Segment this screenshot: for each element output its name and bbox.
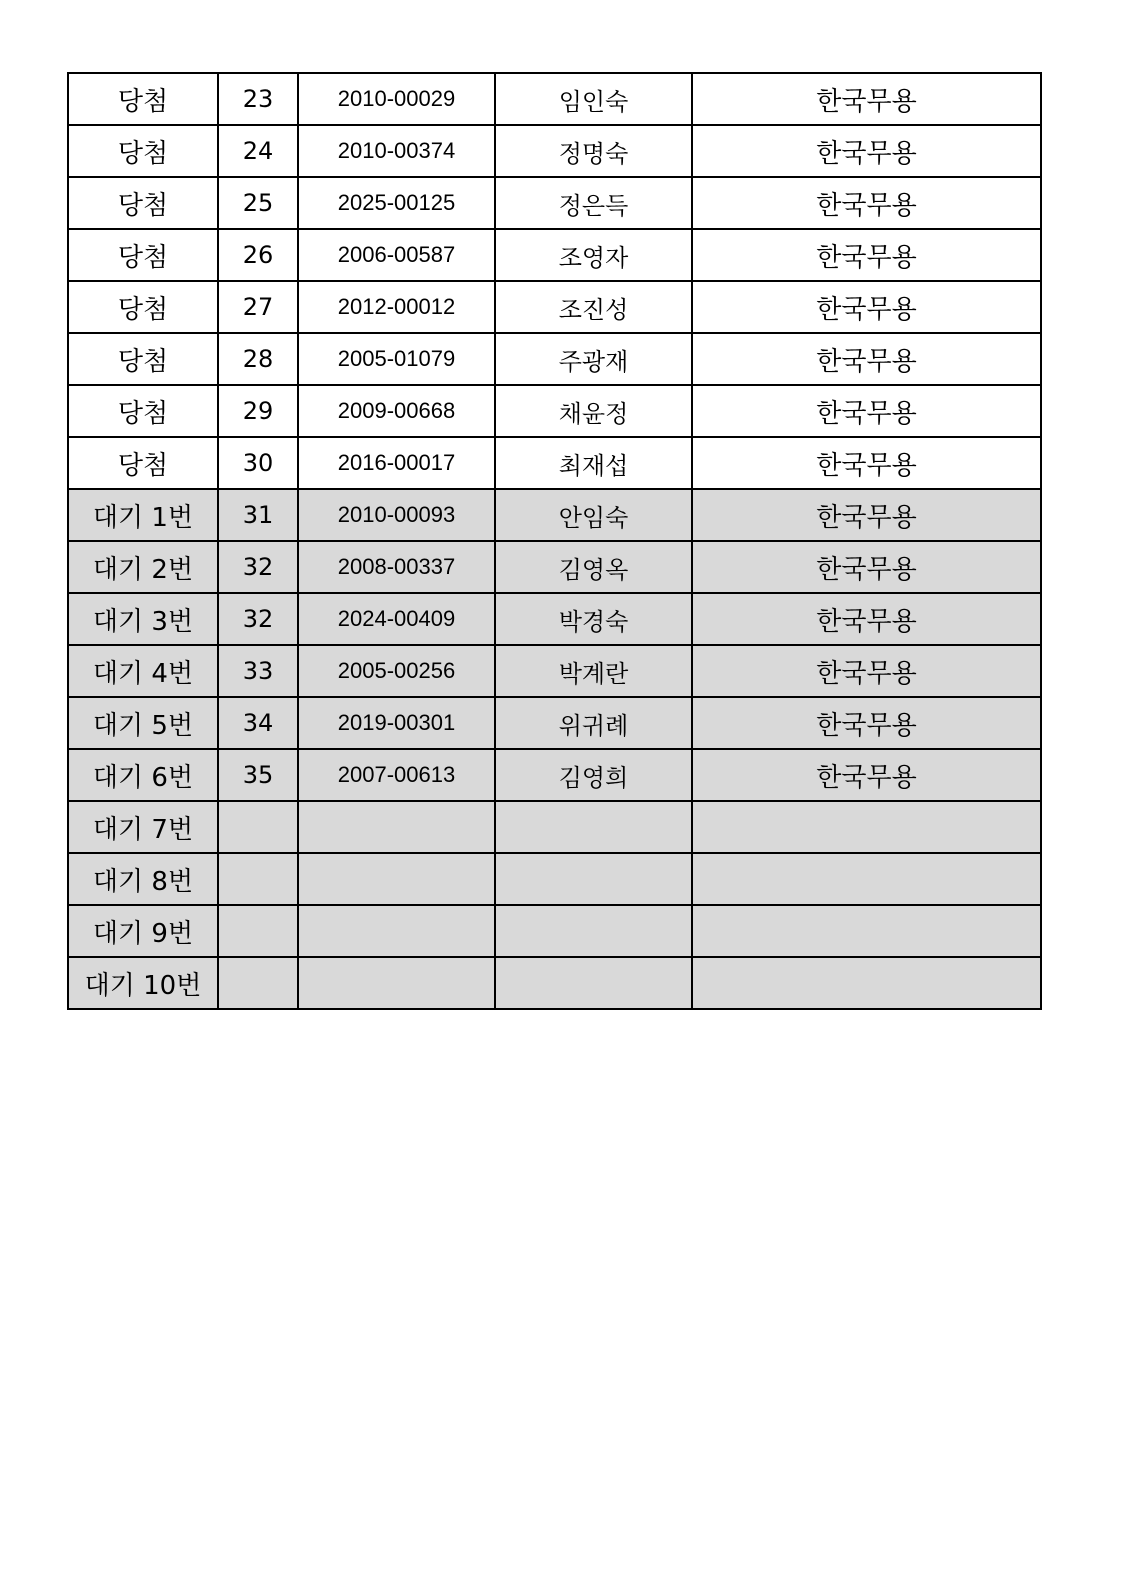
field-cell: 한국무용 xyxy=(692,697,1041,749)
name-cell: 최재섭 xyxy=(495,437,692,489)
field-cell xyxy=(692,905,1041,957)
name-cell: 김영옥 xyxy=(495,541,692,593)
registration-number-cell: 2025-00125 xyxy=(298,177,495,229)
field-cell xyxy=(692,957,1041,1009)
table-row xyxy=(68,125,1041,177)
number-cell: 26 xyxy=(218,229,298,281)
status-cell: 당첨 xyxy=(68,333,218,385)
table-row xyxy=(68,229,1041,281)
status-cell: 대기 1번 xyxy=(68,489,218,541)
name-cell xyxy=(495,853,692,905)
registration-number-cell: 2005-00256 xyxy=(298,645,495,697)
number-cell xyxy=(218,801,298,853)
name-cell xyxy=(495,801,692,853)
table-row xyxy=(68,697,1041,749)
table-row xyxy=(68,593,1041,645)
status-cell: 대기 9번 xyxy=(68,905,218,957)
status-cell: 대기 4번 xyxy=(68,645,218,697)
name-cell: 주광재 xyxy=(495,333,692,385)
number-cell xyxy=(218,957,298,1009)
field-cell: 한국무용 xyxy=(692,177,1041,229)
name-cell: 위귀례 xyxy=(495,697,692,749)
registration-number-cell: 2005-01079 xyxy=(298,333,495,385)
number-cell: 34 xyxy=(218,697,298,749)
registration-number-cell: 2016-00017 xyxy=(298,437,495,489)
number-cell: 33 xyxy=(218,645,298,697)
registration-number-cell: 2008-00337 xyxy=(298,541,495,593)
registration-number-cell xyxy=(298,905,495,957)
number-cell: 35 xyxy=(218,749,298,801)
registration-number-cell: 2010-00029 xyxy=(298,73,495,125)
table-row xyxy=(68,437,1041,489)
table-row xyxy=(68,957,1041,1009)
status-cell: 대기 2번 xyxy=(68,541,218,593)
table-row xyxy=(68,905,1041,957)
number-cell: 31 xyxy=(218,489,298,541)
number-cell xyxy=(218,853,298,905)
name-cell: 김영희 xyxy=(495,749,692,801)
field-cell: 한국무용 xyxy=(692,229,1041,281)
number-cell: 29 xyxy=(218,385,298,437)
number-cell: 30 xyxy=(218,437,298,489)
number-cell xyxy=(218,905,298,957)
status-cell: 대기 7번 xyxy=(68,801,218,853)
field-cell: 한국무용 xyxy=(692,281,1041,333)
registration-number-cell: 2009-00668 xyxy=(298,385,495,437)
number-cell: 25 xyxy=(218,177,298,229)
registration-number-cell: 2010-00093 xyxy=(298,489,495,541)
name-cell: 정은득 xyxy=(495,177,692,229)
table-row xyxy=(68,489,1041,541)
status-cell: 당첨 xyxy=(68,229,218,281)
number-cell: 28 xyxy=(218,333,298,385)
name-cell xyxy=(495,905,692,957)
field-cell: 한국무용 xyxy=(692,645,1041,697)
field-cell xyxy=(692,801,1041,853)
registration-number-cell: 2019-00301 xyxy=(298,697,495,749)
status-cell: 당첨 xyxy=(68,281,218,333)
field-cell: 한국무용 xyxy=(692,385,1041,437)
name-cell: 박계란 xyxy=(495,645,692,697)
registration-number-cell: 2024-00409 xyxy=(298,593,495,645)
table-row xyxy=(68,853,1041,905)
status-cell: 대기 3번 xyxy=(68,593,218,645)
number-cell: 27 xyxy=(218,281,298,333)
name-cell xyxy=(495,957,692,1009)
status-cell: 대기 5번 xyxy=(68,697,218,749)
table-row xyxy=(68,645,1041,697)
status-cell: 당첨 xyxy=(68,437,218,489)
table-row xyxy=(68,749,1041,801)
registration-number-cell xyxy=(298,801,495,853)
registration-number-cell xyxy=(298,853,495,905)
field-cell: 한국무용 xyxy=(692,333,1041,385)
name-cell: 정명숙 xyxy=(495,125,692,177)
number-cell: 32 xyxy=(218,593,298,645)
registration-number-cell: 2010-00374 xyxy=(298,125,495,177)
number-cell: 24 xyxy=(218,125,298,177)
field-cell: 한국무용 xyxy=(692,125,1041,177)
name-cell: 박경숙 xyxy=(495,593,692,645)
table-row xyxy=(68,177,1041,229)
table-row xyxy=(68,333,1041,385)
field-cell xyxy=(692,853,1041,905)
registration-number-cell: 2007-00613 xyxy=(298,749,495,801)
status-cell: 당첨 xyxy=(68,125,218,177)
number-cell: 32 xyxy=(218,541,298,593)
registration-number-cell xyxy=(298,957,495,1009)
field-cell: 한국무용 xyxy=(692,437,1041,489)
status-cell: 대기 10번 xyxy=(68,957,218,1009)
registration-number-cell: 2006-00587 xyxy=(298,229,495,281)
table-row xyxy=(68,541,1041,593)
name-cell: 안임숙 xyxy=(495,489,692,541)
status-cell: 대기 6번 xyxy=(68,749,218,801)
name-cell: 임인숙 xyxy=(495,73,692,125)
table-row xyxy=(68,281,1041,333)
field-cell: 한국무용 xyxy=(692,593,1041,645)
field-cell: 한국무용 xyxy=(692,73,1041,125)
field-cell: 한국무용 xyxy=(692,489,1041,541)
name-cell: 조영자 xyxy=(495,229,692,281)
results-table-body xyxy=(68,73,1041,1009)
results-table xyxy=(67,72,1042,1010)
registration-number-cell: 2012-00012 xyxy=(298,281,495,333)
field-cell: 한국무용 xyxy=(692,749,1041,801)
field-cell: 한국무용 xyxy=(692,541,1041,593)
number-cell: 23 xyxy=(218,73,298,125)
status-cell: 당첨 xyxy=(68,177,218,229)
status-cell: 대기 8번 xyxy=(68,853,218,905)
table-row xyxy=(68,385,1041,437)
name-cell: 채윤정 xyxy=(495,385,692,437)
name-cell: 조진성 xyxy=(495,281,692,333)
status-cell: 당첨 xyxy=(68,385,218,437)
status-cell: 당첨 xyxy=(68,73,218,125)
table-row xyxy=(68,801,1041,853)
table-row xyxy=(68,73,1041,125)
